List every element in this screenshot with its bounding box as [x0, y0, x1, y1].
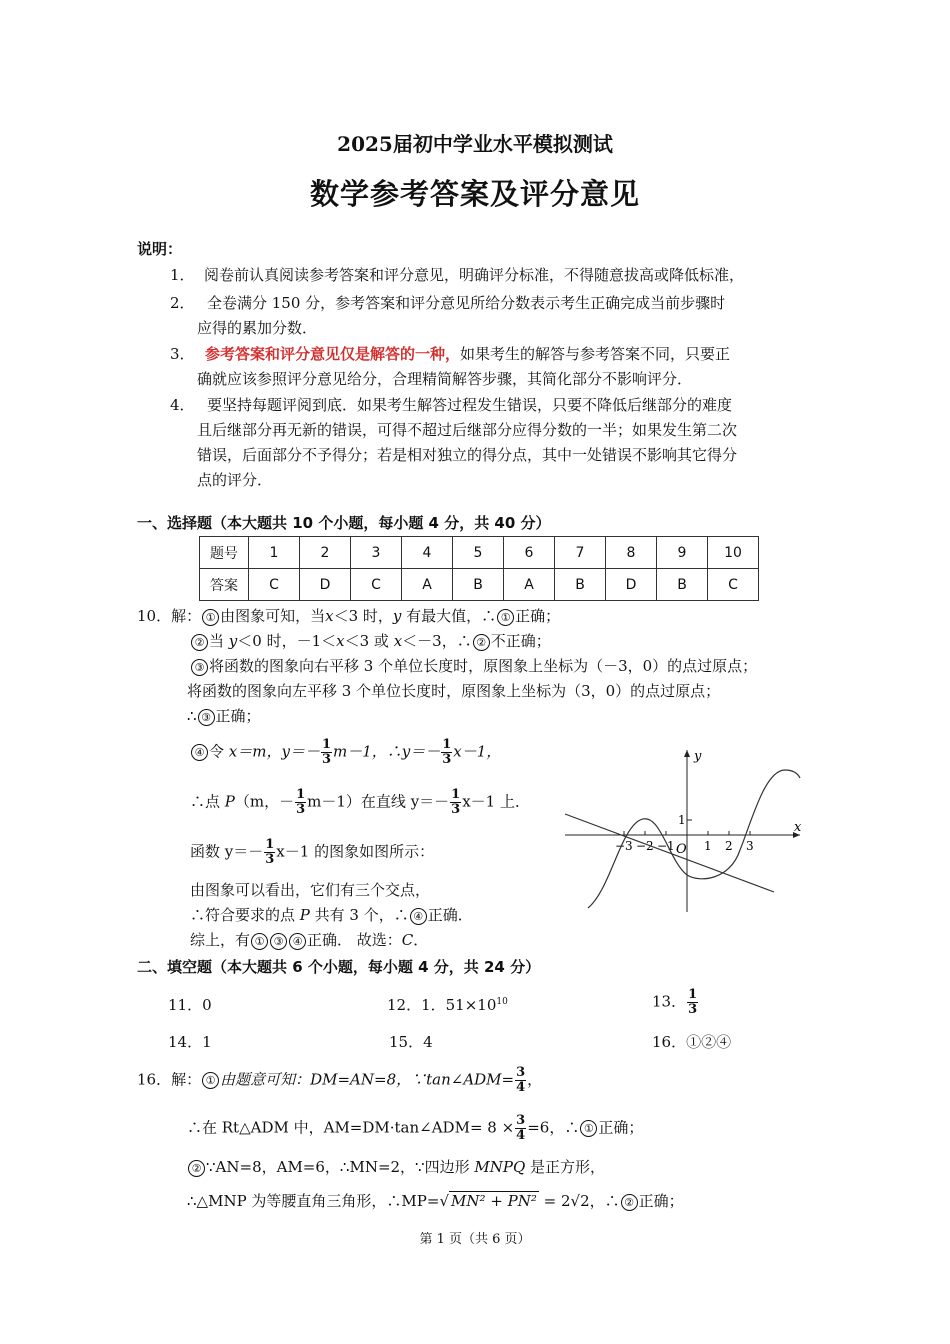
- circle-3: ③: [191, 659, 208, 676]
- q10-line2: [190, 630, 551, 651]
- var-x: x: [393, 632, 403, 650]
- q10-text: 由图象可知，当: [220, 607, 326, 625]
- q10-math: m－1，∴y＝－: [333, 742, 441, 761]
- table-cell: B: [555, 569, 606, 601]
- q10-text: ∴: [187, 707, 197, 725]
- notes-label: 说明：: [137, 240, 183, 258]
- var-y: y: [392, 607, 402, 625]
- q16-math: ∴在 Rt△ADM 中，AM=DM·tan∠ADM= 8 ×: [187, 1118, 515, 1137]
- q10-text: 当: [209, 632, 229, 650]
- circle-2: ②: [621, 1194, 638, 1211]
- q16-math: ∵AN=8，AM=6，∴MN=2，∵四边形: [206, 1158, 475, 1176]
- answer-12: [387, 994, 508, 1015]
- answer-key-title: 数学参考答案及评分意见: [309, 177, 640, 211]
- point-p: P: [224, 792, 235, 811]
- var-y: y: [228, 632, 238, 650]
- answer-13: [652, 988, 699, 1017]
- table-row-answers: [200, 569, 759, 601]
- circle-1: ①: [202, 1072, 219, 1089]
- q10-line3: [190, 655, 757, 676]
- q10-line1: [137, 605, 560, 626]
- function-graph: [560, 740, 810, 915]
- x-tick-label: −2: [636, 839, 654, 853]
- fraction: $\frac{3}{4}$: [516, 1065, 526, 1095]
- q10-text: 共有 3 个，∴: [309, 906, 409, 924]
- q16-text: 正确；: [638, 1192, 684, 1210]
- table-cell: 10: [708, 537, 759, 569]
- var-x: x: [336, 632, 345, 650]
- answer-11: 11．0: [168, 996, 212, 1014]
- exam-title: 2025届初中学业水平模拟测试: [337, 132, 613, 156]
- fraction: $\frac{1}{3}$: [688, 987, 698, 1017]
- q10-text: ．: [413, 931, 429, 949]
- circle-1: ①: [580, 1120, 597, 1137]
- note-1-num: 1．: [170, 266, 195, 284]
- note-2-line: 全卷满分 150 分，参考答案和评分意见所给分数表示考生正确完成当前步骤时: [207, 294, 726, 312]
- q10-math: m－1）在直线 y＝－: [307, 792, 450, 811]
- q10-math: x－1 的图象如图所示：: [276, 842, 435, 861]
- note-2-line: 应得的累加分数．: [197, 319, 318, 337]
- line-graph: [565, 814, 774, 892]
- q16-math: MNPQ: [474, 1158, 526, 1176]
- fraction: $\frac{1}{3}$: [296, 787, 306, 817]
- q10-text: 有最大值，∴: [401, 607, 497, 625]
- fraction: $\frac{1}{3}$: [265, 837, 275, 867]
- note-4-line: 点的评分．: [197, 471, 273, 489]
- note-3-num: 3．: [170, 345, 195, 363]
- table-cell: 5: [453, 537, 504, 569]
- fraction: $\frac{1}{3}$: [451, 787, 461, 817]
- q10-text: 正确；: [515, 607, 561, 625]
- q10-math: x＝m，y＝－: [228, 742, 320, 761]
- note-2-num: 2．: [170, 294, 195, 312]
- circle-2: ②: [191, 634, 208, 651]
- q10-label: 10．解：: [137, 607, 202, 625]
- table-cell: 1: [249, 537, 300, 569]
- circle-2: ②: [188, 1160, 205, 1177]
- q16-math: = 2√2，∴: [538, 1192, 620, 1210]
- circle-4: ④: [410, 908, 427, 925]
- circle-3: ③: [270, 933, 287, 950]
- answer-12-base: 12．1．51×10: [387, 996, 497, 1014]
- y-tick-label: 1: [678, 813, 686, 827]
- page-footer: 第 1 页（共 6 页）: [419, 1232, 531, 1247]
- q10-math: 函数 y＝－: [190, 842, 264, 861]
- note-4-line: 错误，后面部分不予得分；若是相对独立的得分点，其中一处错误不影响其它得分: [197, 446, 738, 464]
- answer-table: [199, 536, 759, 601]
- x-tick-label: 3: [746, 839, 754, 853]
- q10-math: （m，－: [234, 792, 295, 811]
- circle-1: ①: [202, 609, 219, 626]
- table-cell: 9: [657, 537, 708, 569]
- table-cell: 3: [351, 537, 402, 569]
- x-tick-label: 2: [725, 839, 733, 853]
- x-tick-label: −3: [615, 839, 633, 853]
- q10-text: 不正确；: [490, 632, 551, 650]
- q16-text: 正确；: [598, 1118, 644, 1137]
- q10-text: 将函数的图象向右平移 3 个单位长度时，原图象上坐标为（－3，0）的点过原点；: [209, 657, 758, 675]
- note-3-text: 如果考生的解答与参考答案不同，只要正: [460, 345, 731, 363]
- table-header-cell: 答案: [200, 569, 249, 601]
- section1-title: 一、选择题（本大题共 10 个小题，每小题 4 分，共 40 分）: [137, 514, 551, 532]
- table-header-cell: 题号: [200, 537, 249, 569]
- table-cell: 4: [402, 537, 453, 569]
- circle-4: ④: [289, 933, 306, 950]
- fraction: $\frac{3}{4}$: [516, 1113, 526, 1143]
- table-cell: C: [249, 569, 300, 601]
- q16-math: 由题意可知：DM=AN=8，∵tan∠ADM=: [220, 1070, 515, 1089]
- q16-line3: [187, 1156, 605, 1177]
- fraction: $\frac{1}{3}$: [442, 737, 452, 767]
- var-x: x: [325, 607, 334, 625]
- table-cell: B: [453, 569, 504, 601]
- q10-text: 正确．: [427, 906, 473, 924]
- q10-text: ∴点: [190, 792, 225, 811]
- circle-4: ④: [191, 744, 208, 761]
- y-axis-label: y: [694, 749, 702, 764]
- q10-line11: [190, 929, 428, 950]
- sqrt-sign: √: [439, 1192, 450, 1210]
- table-cell: D: [300, 569, 351, 601]
- table-cell: 2: [300, 537, 351, 569]
- q10-text: 综上，有: [190, 931, 251, 949]
- q10-line8: [190, 838, 434, 867]
- circle-1: ①: [251, 933, 268, 950]
- table-cell: 6: [504, 537, 555, 569]
- q16-text: 是正方形，: [525, 1158, 606, 1176]
- table-cell: 7: [555, 537, 606, 569]
- answer-14: 14．1: [168, 1033, 212, 1051]
- table-cell: C: [708, 569, 759, 601]
- fraction: $\frac{1}{3}$: [321, 737, 331, 767]
- table-row-numbers: [200, 537, 759, 569]
- q16-text: ，: [527, 1070, 543, 1089]
- point-p: P: [299, 906, 310, 924]
- table-cell: D: [606, 569, 657, 601]
- circle-1: ①: [497, 609, 514, 626]
- answer-12-exponent: 10: [496, 997, 508, 1007]
- circle-3: ③: [198, 709, 215, 726]
- q10-line10: [190, 904, 473, 925]
- x-tick-label: −1: [657, 839, 675, 853]
- table-cell: 8: [606, 537, 657, 569]
- x-axis-label: x: [794, 820, 802, 835]
- q10-line7: [190, 788, 530, 817]
- table-cell: B: [657, 569, 708, 601]
- note-4-line: 且后继部分再无新的错误，可得不超过后继部分应得分数的一半；如果发生第二次: [197, 421, 738, 439]
- q10-text: ＜－3，∴: [402, 632, 472, 650]
- section2-title: 二、填空题（本大题共 6 个小题，每小题 4 分，共 24 分）: [137, 958, 541, 976]
- answer-13-label: 13．: [652, 992, 687, 1011]
- table-cell: A: [504, 569, 555, 601]
- note-1-line: 阅卷前认真阅读参考答案和评分意见，明确评分标准，不得随意拔高或降低标准，: [204, 266, 745, 284]
- y-axis-arrow: [684, 750, 690, 757]
- q16-line2: [187, 1114, 643, 1143]
- q16-label: 16．解：: [137, 1070, 202, 1089]
- q16-line4: [187, 1190, 684, 1211]
- origin-label: O: [676, 842, 687, 857]
- note-4-num: 4．: [170, 396, 195, 414]
- q10-line6: [190, 738, 501, 767]
- q10-text: 正确；: [215, 707, 261, 725]
- note-3-line: 确就应该参照评分意见给分，合理精简解答步骤，其简化部分不影响评分．: [197, 370, 693, 388]
- q10-text: ＜3 或: [344, 632, 394, 650]
- q10-line4: 将函数的图象向左平移 3 个单位长度时，原图象上坐标为（3，0）的点过原点；: [187, 682, 721, 700]
- q10-text: 令: [209, 742, 229, 761]
- q16-line1: [137, 1066, 542, 1095]
- q10-text: ∴符合要求的点: [190, 906, 300, 924]
- note-3-highlight: 参考答案和评分意见仅是解答的一种，: [205, 345, 461, 363]
- table-cell: C: [351, 569, 402, 601]
- answer-letter: C: [401, 931, 414, 949]
- q16-math: ∴△MNP 为等腰直角三角形，∴MP=: [187, 1192, 440, 1210]
- table-cell: A: [402, 569, 453, 601]
- answer-15: 15．4: [389, 1033, 433, 1051]
- answer-16: 16．①②④: [652, 1033, 732, 1051]
- q10-line5: [187, 705, 261, 726]
- note-3-line: [205, 343, 730, 364]
- x-tick-label: 1: [704, 839, 712, 853]
- q10-text: 正确． 故选：: [307, 931, 402, 949]
- sqrt-content: MN² + PN²: [451, 1192, 537, 1210]
- circle-2: ②: [473, 634, 490, 651]
- q10-line9: 由图象可以看出，它们有三个交点，: [190, 881, 431, 899]
- q16-math: =6，∴: [527, 1118, 580, 1137]
- note-4-line: 要坚持每题评阅到底．如果考生解答过程发生错误，只要不降低后继部分的难度: [207, 396, 733, 414]
- q10-math: x－1 上．: [462, 792, 530, 811]
- q10-math: x－1，: [453, 742, 502, 761]
- q10-text: ＜3 时，: [333, 607, 393, 625]
- q10-text: ＜0 时，－1＜: [237, 632, 337, 650]
